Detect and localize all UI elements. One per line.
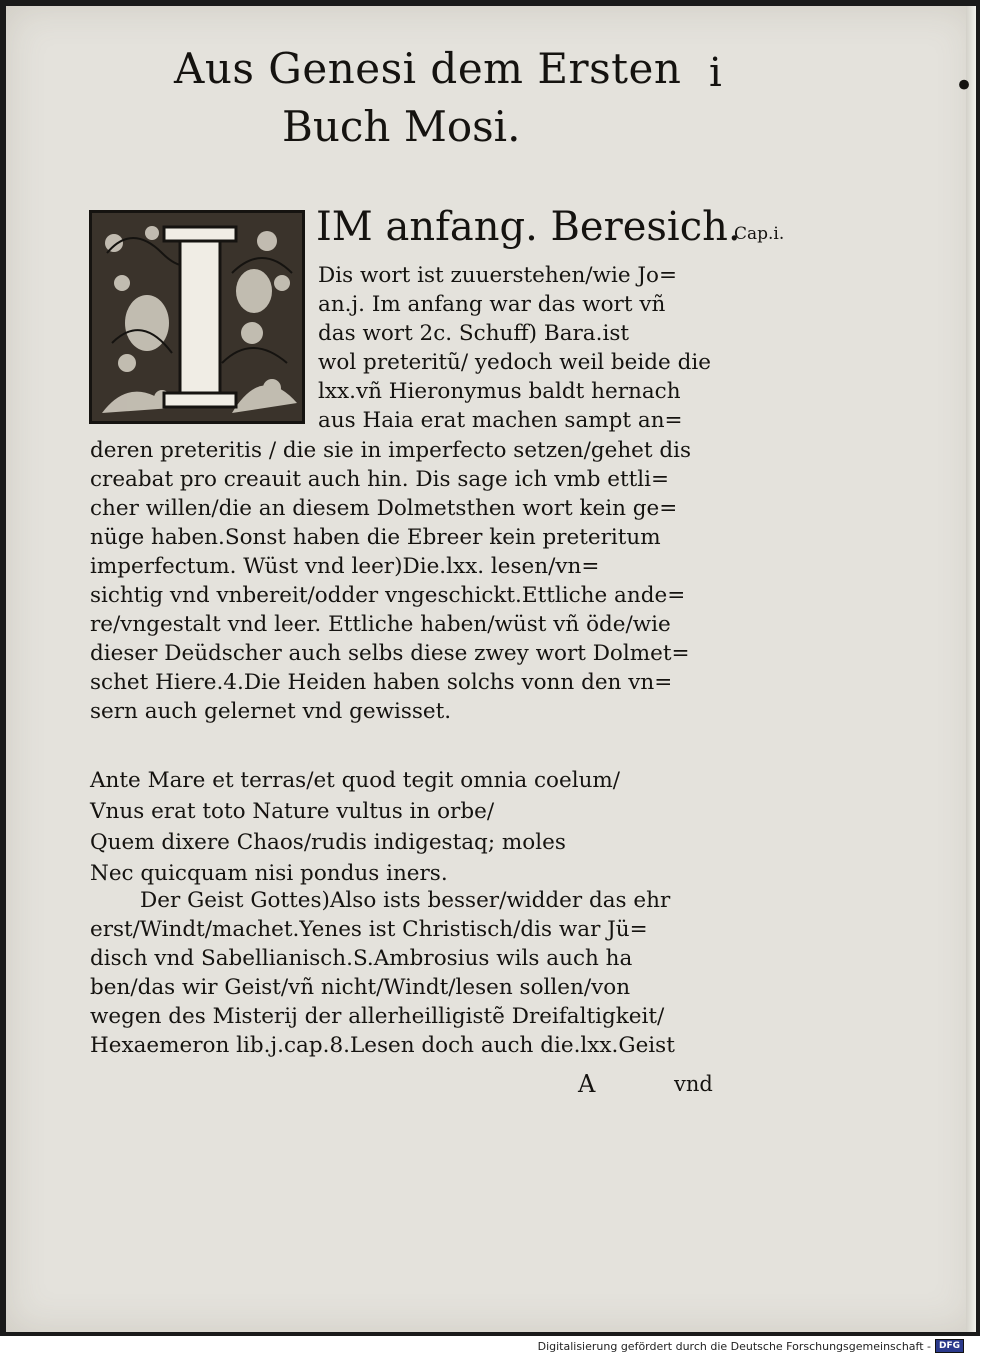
- text-line: erst/Windt/machet.Yenes ist Christisch/dis war Jü=: [90, 917, 648, 943]
- verse-line: Vnus erat toto Nature vultus in orbe/: [90, 799, 495, 824]
- text-line: das wort 2c. Schuff) Bara.ist: [318, 321, 629, 347]
- latin-verse-quotation: [90, 765, 620, 889]
- text-line: Dis wort ist zuuerstehen/wie Jo=: [318, 263, 677, 288]
- catchword: vnd: [674, 1072, 713, 1096]
- text-line: schet Hiere.4.Die Heiden haben solchs vonn den vn=: [90, 670, 673, 696]
- verse-line: Ante Mare et terras/et quod tegit omnia coelum/: [90, 768, 621, 793]
- text-line: Hexaemeron lib.j.cap.8.Lesen doch auch die.lxx.Geist: [90, 1033, 675, 1059]
- digitization-credit: [538, 1338, 964, 1354]
- text-line: dieser Deüdscher auch selbs diese zwey wort Dolmet=: [90, 641, 690, 667]
- heading-line-2: Buch Mosi.: [282, 102, 521, 151]
- text-line: wol preteritũ/ yedoch weil beide die: [318, 350, 711, 376]
- page-edge: [966, 6, 976, 1332]
- heading-line-1: Aus Genesi dem Ersten: [174, 44, 682, 93]
- edge-mark: •: [954, 66, 975, 106]
- dfg-logo-icon: DFG: [935, 1339, 964, 1353]
- folio-number: i: [709, 50, 722, 96]
- text-line: deren preteritis / die sie in imperfecto setzen/gehet dis: [90, 437, 692, 463]
- text-line: sern auch gelernet vnd gewisset.: [90, 699, 452, 725]
- text-line: aus Haia erat machen sampt an=: [318, 408, 683, 434]
- signature-mark: A: [578, 1070, 596, 1098]
- text-line: imperfectum. Wüst vnd leer)Die.lxx. lesen/vn=: [90, 553, 600, 579]
- text-line: ben/das wir Geist/vñ nicht/Windt/lesen sollen/von: [90, 975, 631, 1001]
- text-line: Der Geist Gottes)Also ists besser/widder das ehr: [140, 888, 671, 913]
- text-line: an.j. Im anfang war das wort vñ: [318, 292, 666, 318]
- text-line: re/vngestalt vnd leer. Ettliche haben/wüst vñ öde/wie: [90, 612, 671, 638]
- verse-line: Nec quicquam nisi pondus iners.: [90, 861, 448, 886]
- verse-line: Quem dixere Chaos/rudis indigestaq; moles: [90, 830, 566, 855]
- marginal-chapter-note: Cap.i.: [734, 224, 785, 244]
- opening-words: IM anfang. Beresich.: [316, 204, 741, 250]
- text-line: cher willen/die an diesem Dolmetsthen wort kein ge=: [90, 495, 678, 521]
- second-paragraph: [90, 886, 675, 1061]
- text-line: creabat pro creauit auch hin. Dis sage ich vmb ettli=: [90, 466, 670, 492]
- text-line: nüge haben.Sonst haben die Ebreer kein preteritum: [90, 524, 661, 550]
- text-line: sichtig vnd vnbereit/odder vngeschickt.Ettliche ande=: [90, 583, 686, 609]
- commentary-paragraph: [90, 261, 711, 727]
- text-line: wegen des Misterij der allerheilligistẽ Dreifaltigkeit/: [90, 1004, 665, 1030]
- book-page: [6, 6, 976, 1332]
- credit-text: Digitalisierung gefördert durch die Deutsche Forschungsgemeinschaft -: [537, 1339, 931, 1353]
- text-line: disch vnd Sabellianisch.S.Ambrosius wils auch ha: [90, 946, 633, 972]
- text-line: lxx.vñ Hieronymus baldt hernach: [318, 379, 681, 405]
